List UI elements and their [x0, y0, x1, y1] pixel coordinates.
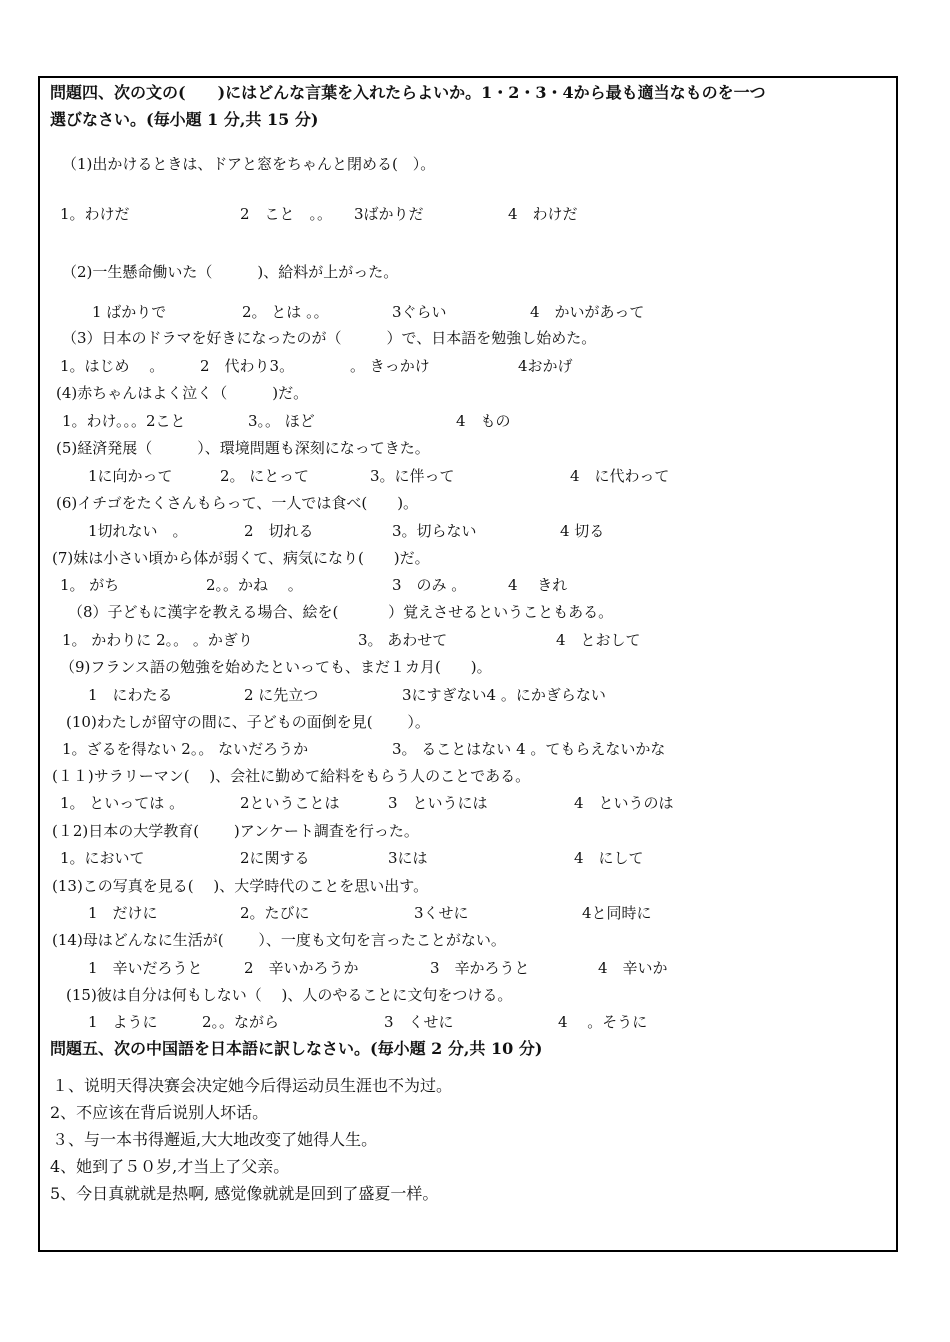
- q7-option-4: 4 きれ: [508, 576, 568, 594]
- q4-option-3: 4 もの: [456, 412, 511, 430]
- q2-option-3: 3ぐらい: [392, 303, 447, 321]
- q12-option-3: 3には: [388, 849, 428, 867]
- q15-option-3: 3 くせに: [384, 1013, 454, 1031]
- translation-item-5: 5、今日真就就是热啊, 感觉像就就是回到了盛夏一样。: [50, 1184, 439, 1203]
- q5-option-2: 2。 にとって: [220, 467, 310, 485]
- q2-option-2: 2。 とは 。。: [242, 303, 329, 321]
- q7-option-2: 2。。かね 。: [206, 576, 303, 594]
- question-8: （8）子どもに漢字を教える場合、絵を( ）覚えさせるということもある。: [68, 603, 614, 621]
- q12-option-4: 4 にして: [574, 849, 644, 867]
- q11-option-4: 4 というのは: [574, 794, 674, 812]
- question-6: (6)イチゴをたくさんもらって、一人では食べ( )。: [56, 494, 419, 512]
- question-14: (14)母はどんなに生活が( ）、一度も文句を言ったことがない。: [52, 931, 506, 949]
- q1-option-4: 4 わけだ: [508, 205, 578, 223]
- question-7: (7)妹は小さい頃から体が弱くて、病気になり( )だ。: [52, 549, 430, 567]
- q7-option-1: 1。 がち: [60, 576, 120, 594]
- section5-header: 問題五、次の中国語を日本語に訳しなさい。(毎小題 2 分,共 10 分): [50, 1039, 543, 1058]
- q1-option-1: 1。わけだ: [60, 205, 130, 223]
- q14-option-4: 4 辛いか: [598, 959, 668, 977]
- q10-option-2: 3。 ることはない 4 。てもらえないかな: [392, 740, 666, 758]
- q10-option-1: 1。ざるを得ない 2。。 ないだろうか: [62, 740, 309, 758]
- q14-option-1: 1 辛いだろうと: [88, 959, 203, 977]
- question-5: (5)経済発展（ ）、環境問題も深刻になってきた。: [56, 439, 430, 457]
- question-1: （1)出かけるときは、ドアと窓をちゃんと閉める( ）。: [62, 155, 436, 173]
- q13-option-3: 3くせに: [414, 904, 469, 922]
- question-3: （3）日本のドラマを好きになったのが（ ）で、日本語を勉強し始めた。: [62, 329, 597, 347]
- q8-option-3: 4 とおして: [556, 631, 641, 649]
- q7-option-3: 3 のみ 。: [392, 576, 467, 594]
- q15-option-1: 1 ように: [88, 1013, 158, 1031]
- q1-option-3: 3ばかりだ: [354, 205, 424, 223]
- q11-option-1: 1。 といっては 。: [60, 794, 185, 812]
- q12-option-1: 1。において: [60, 849, 145, 867]
- q5-option-3: 3。に伴って: [370, 467, 455, 485]
- q15-option-4: 4 。そうに: [558, 1013, 648, 1031]
- q3-option-2: 2 代わり3。: [200, 357, 295, 375]
- section4-header-line1: 問題四、次の文の( )にはどんな言葉を入れたらよいか。1・2・3・4から最も適当なものを一つ: [50, 83, 766, 102]
- q12-option-2: 2に関する: [240, 849, 310, 867]
- q11-option-3: 3 というには: [388, 794, 488, 812]
- q6-option-1: 1切れない 。: [88, 522, 188, 540]
- translation-item-2: 2、不应该在背后说别人坏话。: [50, 1103, 269, 1122]
- question-10: (10)わたしが留守の間に、子どもの面倒を見( ）。: [66, 713, 430, 731]
- q3-option-3: 。 きっかけ: [350, 357, 430, 375]
- q5-option-4: 4 に代わって: [570, 467, 670, 485]
- q5-option-1: 1に向かって: [88, 467, 173, 485]
- question-2: （2)一生懸命働いた（ )、給料が上がった。: [62, 263, 399, 281]
- q8-option-2: 3。 あわせて: [358, 631, 448, 649]
- question-12: (１2)日本の大学教育( )アンケート調査を行った。: [52, 822, 419, 840]
- q13-option-1: 1 だけに: [88, 904, 158, 922]
- q4-option-1: 1。わけ。。。2こと: [62, 412, 186, 430]
- question-9: （9)フランス語の勉強を始めたといっても、まだ１カ月( )。: [60, 658, 492, 676]
- q3-option-1: 1。はじめ 。: [60, 357, 165, 375]
- q13-option-4: 4と同時に: [582, 904, 652, 922]
- question-11: (１１)サラリーマン( )、会社に勤めて給料をもらう人のことである。: [52, 767, 531, 785]
- q9-option-3: 3にすぎない4 。にかぎらない: [402, 686, 606, 704]
- q11-option-2: 2ということは: [240, 794, 340, 812]
- q6-option-3: 3。切らない: [392, 522, 477, 540]
- translation-item-1: １、说明天得决赛会决定她今后得运动员生涯也不为过。: [52, 1076, 453, 1095]
- translation-item-3: ３、与一本书得邂逅,大大地改变了她得人生。: [52, 1130, 378, 1149]
- translation-item-4: 4、她到了５０岁,才当上了父亲。: [50, 1157, 290, 1176]
- q2-option-4: 4 かいがあって: [530, 303, 645, 321]
- question-4: (4)赤ちゃんはよく泣く（ )だ。: [56, 384, 309, 402]
- section4-header-line2: 選びなさい。(毎小題 1 分,共 15 分): [50, 110, 319, 129]
- q1-option-2: 2 こと 。。: [240, 205, 333, 223]
- q15-option-2: 2。。ながら: [202, 1013, 280, 1031]
- q13-option-2: 2。たびに: [240, 904, 310, 922]
- q9-option-1: 1 にわたる: [88, 686, 173, 704]
- q6-option-2: 2 切れる: [244, 522, 314, 540]
- q2-option-1: 1 ばかりで: [92, 303, 167, 321]
- q14-option-3: 3 辛かろうと: [430, 959, 530, 977]
- question-13: (13)この写真を見る( )、大学時代のことを思い出す。: [52, 877, 429, 895]
- q8-option-1: 1。 かわりに 2。。 。かぎり: [62, 631, 253, 649]
- q14-option-2: 2 辛いかろうか: [244, 959, 359, 977]
- q4-option-2: 3。。 ほど: [248, 412, 315, 430]
- q6-option-4: 4 切る: [560, 522, 605, 540]
- q3-option-4: 4おかげ: [518, 357, 573, 375]
- q9-option-2: 2 に先立つ: [244, 686, 319, 704]
- question-15: (15)彼は自分は何もしない（ )、人のやることに文句をつける。: [66, 986, 513, 1004]
